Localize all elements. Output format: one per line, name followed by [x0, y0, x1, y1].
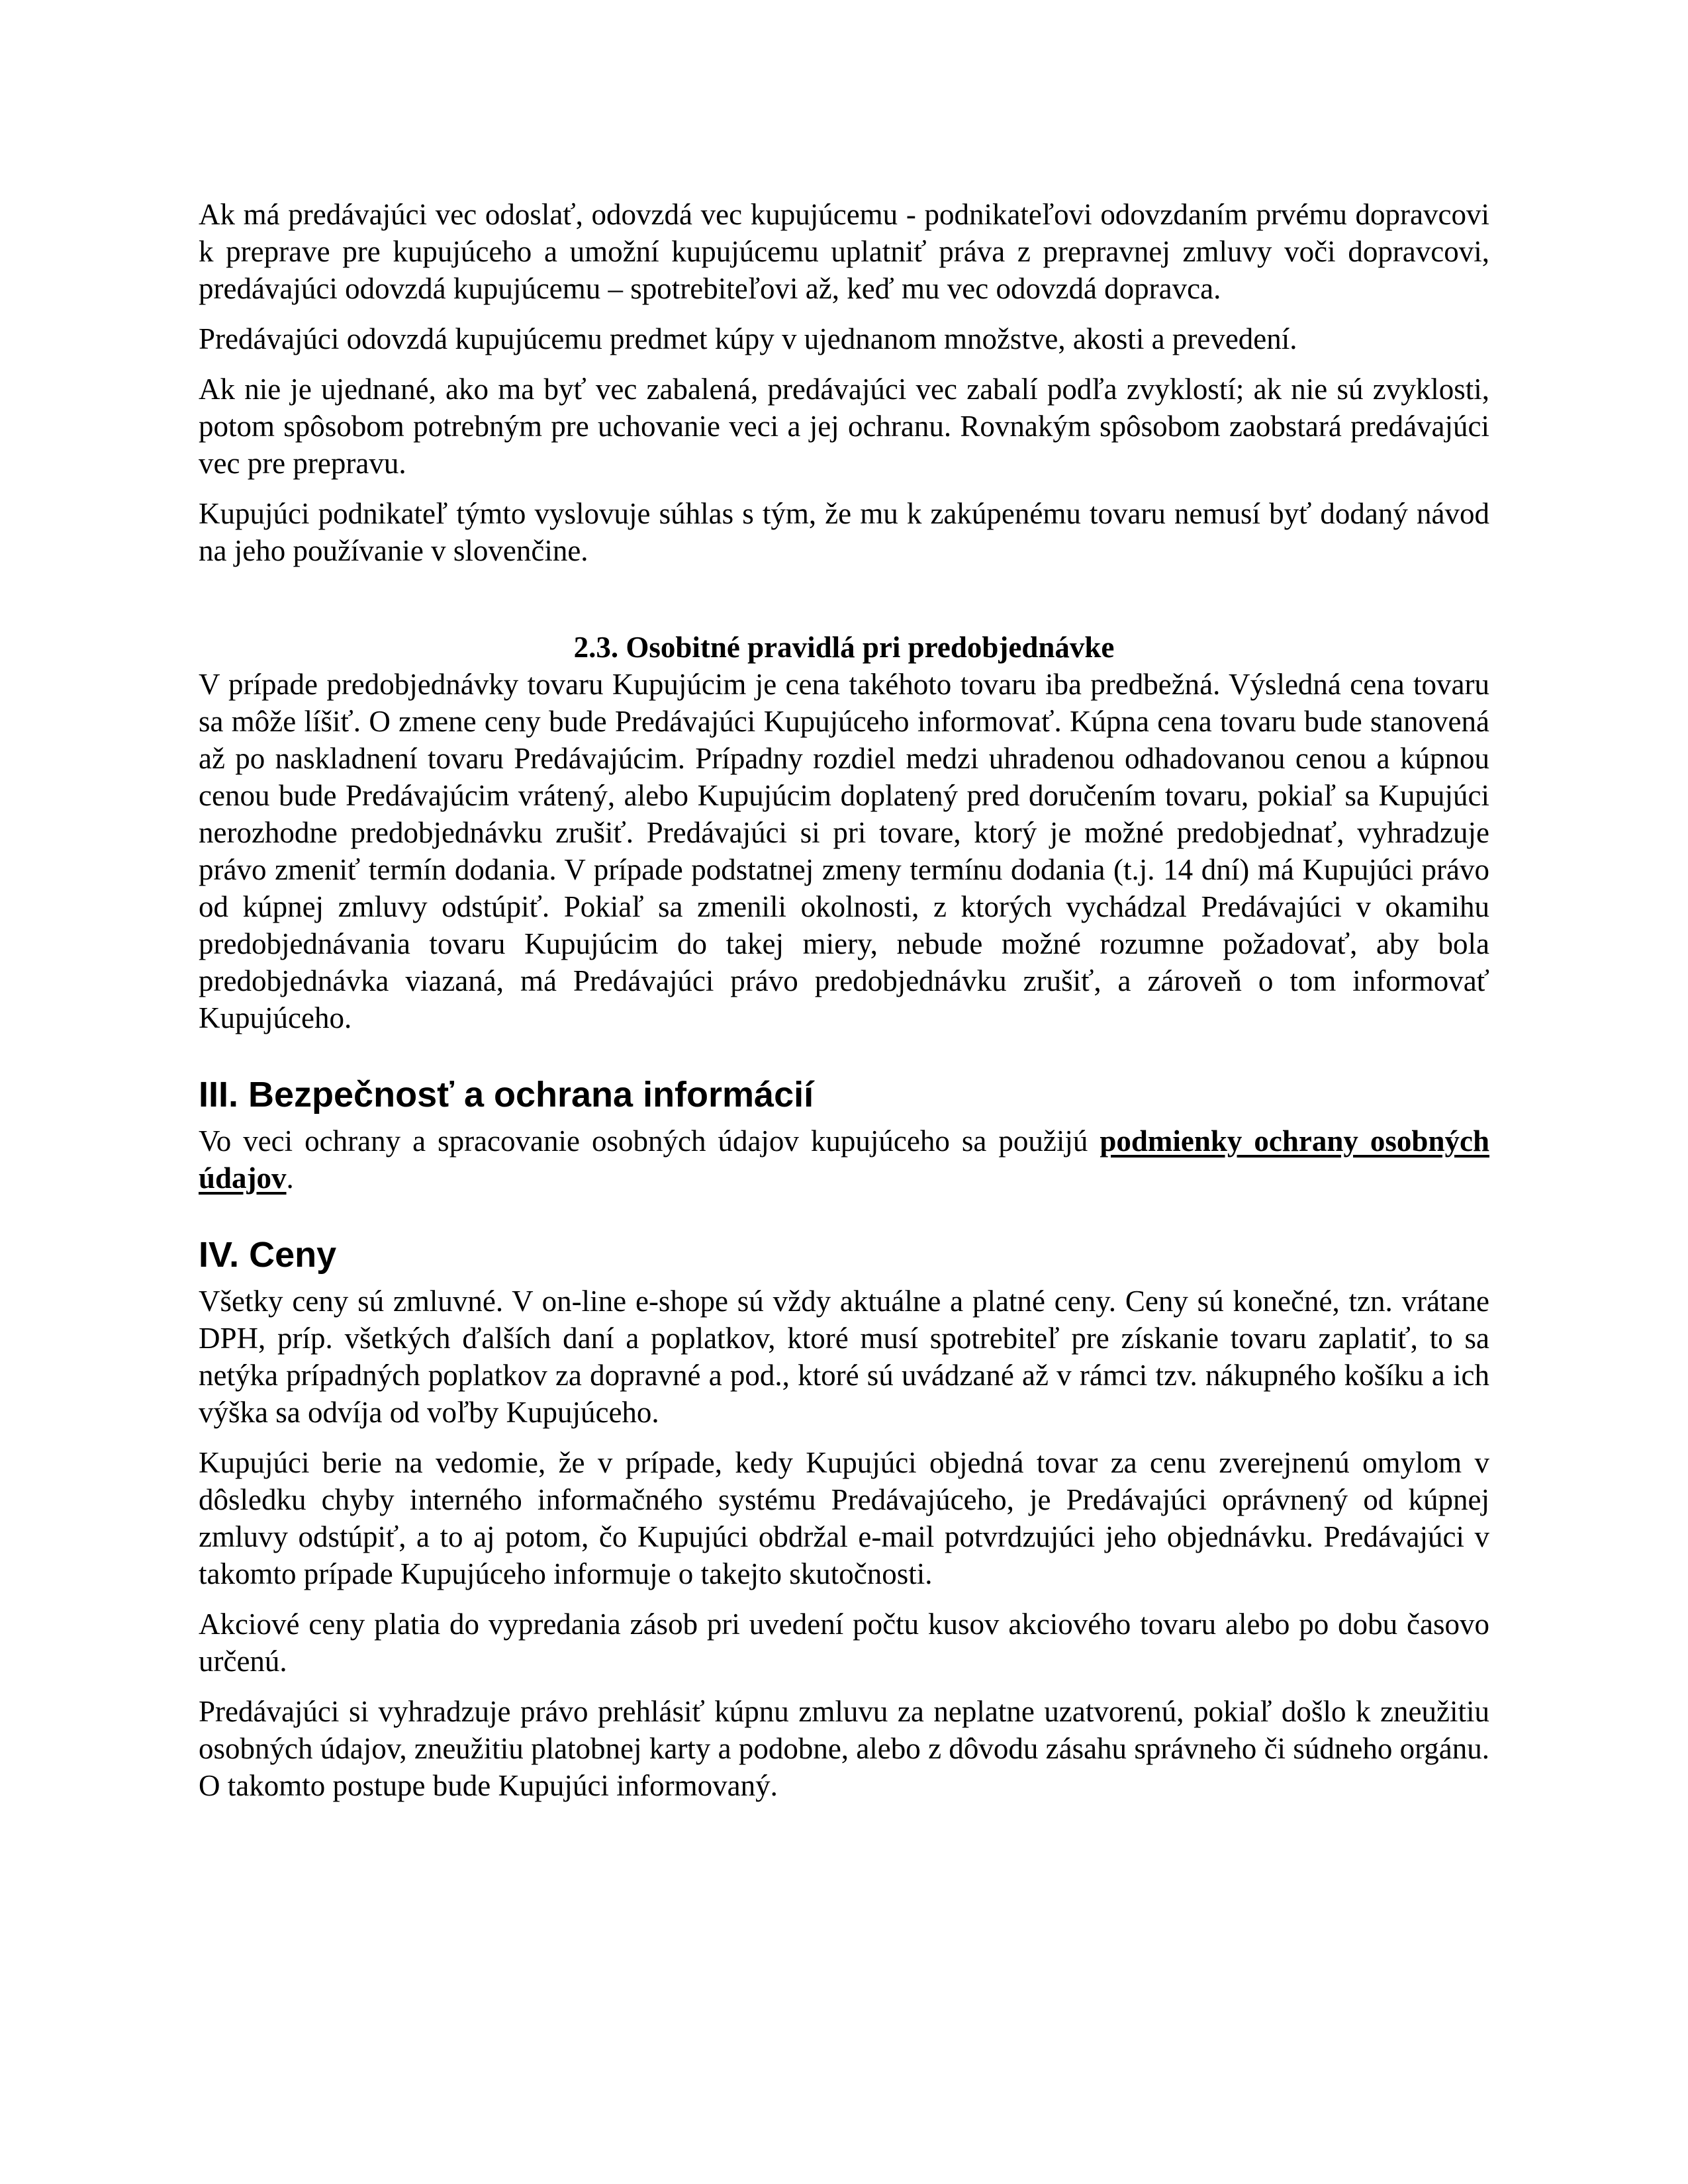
prices-section-heading: IV. Ceny [199, 1235, 337, 1275]
paragraph-preorder: V prípade predobjednávky tovaru Kupujúcim je cena takéhoto tovaru iba predbežná. Výsledná cena tovaru sa môže líšiť. O zmene ceny bude Predávajúci Kupujúceho informovať. Kúpna cena tovaru bude stanovená až po naskladnení tovaru Predávajúcim. Prípadny rozdiel medzi uhradenou odhadovanou cenou a kúpnou cenou bude Predávajúcim vrátený, alebo Kupujúcim doplatený pred doručením tovaru, pokiaľ sa Kupujúci nerozhodne predobjednávku zrušiť. Predávajúci si pri tovare, ktorý je možné predobjednať, vyhradzuje právo zmeniť termín dodania. V prípade podstatnej zmeny termínu dodania (t.j. 14 dní) má Kupujúci právo od kúpnej zmluvy odstúpiť. Pokiaľ sa zmenili okolnosti, z ktorých vychádzal Predávajúci v okamihu predobjednávania tovaru Kupujúcim do takej miery, nebude možné rozumne požadovať, aby bola predobjednávka viazaná, má Predávajúci právo predobjednávku zrušiť, a zároveň o tom informovať Kupujúceho. [199, 668, 1489, 1034]
paragraph-dispatch: Ak má predávajúci vec odoslať, odovzdá vec kupujúcemu - podnikateľovi odovzdaním prvému dopravcovi k preprave pre kupujúceho a umožní kupujúcemu uplatniť práva z prepravnej zmluvy voči dopravcovi, predávajúci odovzdá kupujúcemu – spotrebiteľovi až, keď mu vec odovzdá dopravca. [199, 198, 1489, 305]
paragraph-price-error: Kupujúci berie na vedomie, že v prípade, kedy Kupujúci objedná tovar za cenu zverejnenú omylom v dôsledku chyby interného informačného systému Predávajúceho, je Predávajúci oprávnený od kúpnej zmluvy odstúpiť, a to aj potom, čo Kupujúci obdržal e-mail potvrdzujúci jeho objednávku. Predávajúci v takomto prípade Kupujúceho informuje o takejto skutočnosti. [199, 1446, 1489, 1590]
paragraph-invalid-contract: Predávajúci si vyhradzuje právo prehlásiť kúpnu zmluvu za neplatne uzatvorenú, pokiaľ došlo k zneužitiu osobných údajov, zneužitiu platobnej karty a podobne, alebo z dôvodu zásahu správneho či súdneho orgánu. O takomto postupe bude Kupujúci informovaný. [199, 1695, 1489, 1802]
prices-section [199, 1234, 1489, 1804]
paragraph-privacy [199, 1122, 1489, 1197]
paragraph-prices-contractual: Všetky ceny sú zmluvné. V on-line e-shope sú vždy aktuálne a platné ceny. Ceny sú konečné, tzn. vrátane DPH, príp. všetkých ďalších daní a poplatkov, ktoré musí spotrebiteľ pre získanie tovaru zaplatiť, to sa netýka prípadných poplatkov za dopravné a pod., ktoré sú uvádzané až v rámci tzv. nákupného košíku a ich výška sa odvíja od voľby Kupujúceho. [199, 1285, 1489, 1429]
privacy-text-end: . [286, 1161, 294, 1195]
document-page [199, 196, 1489, 1804]
privacy-text: Vo veci ochrany a spracovanie osobných údajov kupujúceho sa použijú [199, 1124, 1100, 1158]
paragraph-promo-prices: Akciové ceny platia do vypredania zásob pri uvedení počtu kusov akciového tovaru alebo po dobu časovo určenú. [199, 1608, 1489, 1678]
privacy-policy-link[interactable]: podmienky ochrany osobných údajov [199, 1124, 1489, 1195]
preorder-section [199, 629, 1489, 1036]
paragraph-handover: Predávajúci odovzdá kupujúcemu predmet kúpy v ujednanom množstve, akosti a prevedení. [199, 322, 1297, 355]
paragraph-manual-language: Kupujúci podnikateľ týmto vyslovuje súhlas s tým, že mu k zakúpenému tovaru nemusí byť dodaný návod na jeho používanie v slovenčine. [199, 497, 1489, 567]
paragraph-packaging: Ak nie je ujednané, ako ma byť vec zabalená, predávajúci vec zabalí podľa zvyklostí; ak nie sú zvyklosti, potom spôsobom potrebným pre uchovanie veci a jej ochranu. Rovnakým spôsobom zaobstará predávajúci vec pre prepravu. [199, 373, 1489, 480]
security-section-heading: III. Bezpečnosť a ochrana informácií [199, 1075, 814, 1115]
preorder-section-title: 2.3. Osobitné pravidlá pri predobjednávke [573, 631, 1115, 664]
security-section [199, 1073, 1489, 1197]
delivery-section [199, 196, 1489, 569]
